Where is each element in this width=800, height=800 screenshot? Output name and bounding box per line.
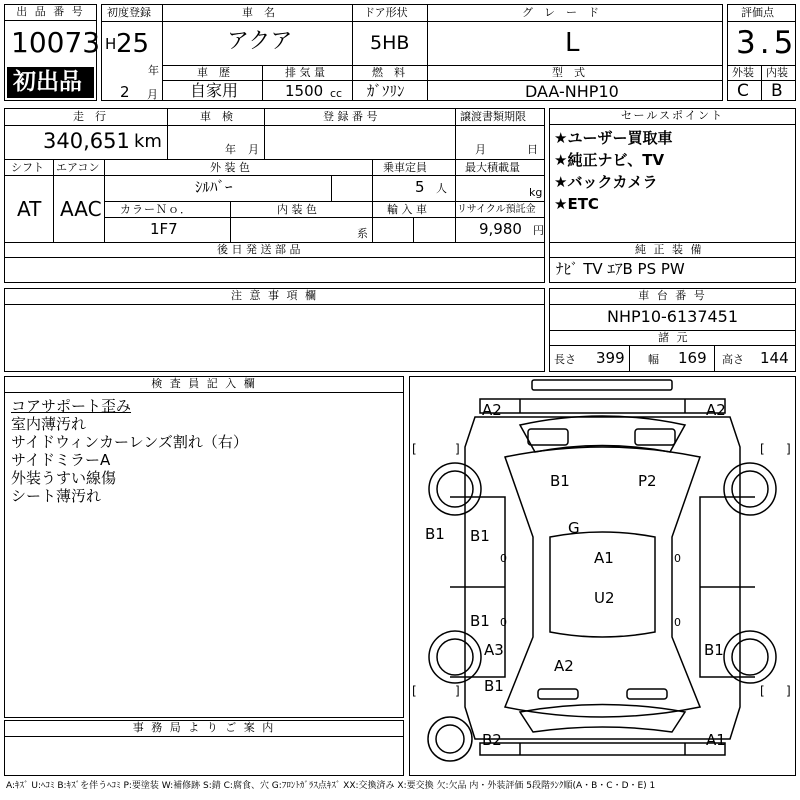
damage-mark: B1: [425, 525, 445, 543]
car-outline: [410, 377, 795, 775]
inspector-note-4: サイドミラーA: [11, 451, 111, 469]
score-box: [727, 4, 796, 101]
shift-label: シフト: [11, 161, 44, 174]
damage-mark: P2: [638, 472, 657, 490]
equipment: ﾅﾋﾞ TV ｴｱB PS PW: [556, 260, 685, 278]
interior-color-unit: 系: [357, 227, 368, 240]
bracket: [: [412, 442, 417, 456]
zero-mark: 0: [674, 552, 681, 565]
transfer-doc-label: 譲渡書類期限: [460, 110, 526, 123]
car-name: アクア: [227, 29, 293, 54]
bracket: ]: [455, 442, 460, 456]
inspection-year-unit: 年: [225, 143, 236, 156]
mileage-unit: km: [134, 131, 162, 152]
interior-color-label: 内 装 色: [277, 203, 317, 216]
inspection-month-unit: 月: [248, 143, 259, 156]
bracket: [: [412, 684, 417, 698]
transfer-month-unit: 月: [475, 143, 486, 156]
first-reg-label: 初度登録: [107, 6, 151, 19]
damage-mark: A2: [554, 657, 574, 675]
sales-point-4: ★ETC: [554, 195, 599, 213]
damage-mark: B1: [550, 472, 570, 490]
office-label: 事 務 局 よ り ご 案 内: [5, 721, 403, 737]
interior-grade: B: [771, 81, 783, 101]
sales-point-1: ★ユーザー買取車: [554, 129, 673, 147]
door-type: 5HB: [370, 32, 410, 54]
bracket: [: [760, 442, 765, 456]
transfer-day-unit: 日: [527, 143, 538, 156]
history: 自家用: [190, 81, 239, 100]
exterior-color: ｼﾙﾊﾞｰ: [195, 178, 233, 196]
recycle-fee: 9,980: [479, 220, 522, 238]
inspector-note-3: サイドウィンカーレンズ割れ（右）: [11, 433, 248, 451]
sales-points-box: [549, 108, 796, 283]
exterior-color-label: 外 装 色: [210, 161, 250, 174]
score: 3.5: [736, 25, 798, 61]
damage-mark: B1: [484, 677, 504, 695]
later-parts-label: 後 日 発 送 部 品: [217, 243, 301, 256]
year-unit: 年: [148, 64, 159, 77]
notes-label: 注 意 事 項 欄: [5, 289, 544, 305]
damage-mark: U2: [594, 589, 615, 607]
inspector-note-2: 室内薄汚れ: [11, 415, 87, 433]
zero-mark: 0: [674, 616, 681, 629]
damage-mark: A1: [594, 549, 614, 567]
interior-label: 内装: [766, 66, 788, 79]
legend: A:ｷｽﾞ U:ﾍｺﾐ B:ｷｽﾞを伴うﾍｺﾐ P:要塗装 W:補修跡 S:錆 C:腐食、穴 G:ﾌﾛﾝﾄｶﾞﾗｽ点ｷｽﾞ XX:交換済み X:要交換 欠:欠品 内・外装評価 5段階ﾗﾝｸ順(A・B・C・D・E) 1: [6, 781, 656, 791]
lot-number-label: 出 品 番 号: [5, 5, 96, 21]
era-label: H: [105, 35, 117, 53]
grade: L: [565, 28, 580, 58]
inspector-note-5: 外装うすい線傷: [11, 469, 117, 487]
aircon: AAC: [60, 197, 102, 221]
zero-mark: 0: [500, 552, 507, 565]
notes-box: [4, 288, 545, 372]
lot-number: 10073: [11, 26, 101, 59]
displacement-label: 排 気 量: [285, 66, 325, 79]
sales-points-label: セールスポイント: [550, 109, 795, 125]
height: 144: [760, 349, 789, 367]
reg-year: 25: [116, 29, 150, 59]
first-listing-badge: 初出品: [13, 69, 82, 95]
damage-mark: G: [568, 519, 580, 537]
color-no-label: カラーＮｏ．: [120, 203, 192, 216]
capacity-label: 乗車定員: [383, 161, 427, 174]
chassis-label: 車 台 番 号: [550, 289, 795, 305]
recycle-label: リサイクル預託金: [457, 204, 536, 215]
damage-mark: B1: [704, 641, 724, 659]
bracket: ]: [786, 684, 791, 698]
mileage-label: 走 行: [73, 110, 106, 123]
import-label: 輸 入 車: [387, 203, 427, 216]
sales-point-2: ★純正ナビ、TV: [554, 151, 665, 169]
office-box: [4, 720, 404, 776]
capacity-unit: 人: [436, 182, 447, 195]
damage-mark: B1: [470, 612, 490, 630]
model-label: 型 式: [552, 66, 585, 79]
car-name-label: 車 名: [242, 6, 275, 19]
chassis-number: NHP10-6137451: [607, 307, 739, 326]
height-label: 高さ: [722, 353, 744, 366]
displacement: 1500: [285, 82, 324, 100]
bracket: [: [760, 684, 765, 698]
zero-mark: 0: [500, 616, 507, 629]
width: 169: [678, 349, 707, 367]
car-diagram: [409, 376, 796, 776]
damage-mark: B2: [482, 731, 502, 749]
aircon-label: エアコン: [56, 161, 100, 174]
inspector-box: [4, 376, 404, 718]
lot-number-box: [4, 4, 101, 101]
mileage: 340,651: [43, 129, 130, 153]
max-load-unit: kg: [529, 186, 543, 199]
header-grid: [101, 4, 723, 101]
reg-month: 2: [120, 83, 130, 101]
inspection-label: 車 検: [200, 110, 233, 123]
exterior-label: 外装: [732, 66, 754, 79]
bracket: ]: [786, 442, 791, 456]
history-label: 車 歴: [197, 66, 230, 79]
recycle-unit: 円: [533, 224, 544, 237]
length-label: 長さ: [554, 353, 576, 366]
chassis-box: [549, 288, 796, 372]
reg-number-label: 登 録 番 号: [323, 110, 378, 123]
fuel-label: 燃 料: [372, 66, 405, 79]
spec-label: 諸 元: [658, 331, 690, 344]
displacement-unit: cc: [330, 87, 343, 100]
damage-mark: A3: [484, 641, 504, 659]
shift: AT: [17, 197, 42, 221]
width-label: 幅: [648, 353, 659, 366]
sales-point-3: ★バックカメラ: [554, 173, 658, 191]
month-unit: 月: [147, 88, 158, 101]
inspector-note-6: シート薄汚れ: [11, 487, 102, 505]
damage-mark: B1: [470, 527, 490, 545]
damage-mark: A1: [706, 731, 726, 749]
door-label: ドア形状: [364, 6, 408, 19]
grade-label: グ レ ー ド: [522, 6, 599, 19]
bracket: ]: [455, 684, 460, 698]
details-grid: [4, 108, 545, 283]
inspector-label: 検 査 員 記 入 欄: [5, 377, 403, 393]
max-load-label: 最大積載量: [465, 161, 520, 174]
exterior-grade: C: [737, 81, 749, 101]
damage-mark: A2: [706, 401, 726, 419]
inspector-note-1: コアサポート歪み: [11, 397, 132, 415]
capacity: 5: [415, 178, 425, 196]
color-no: 1F7: [150, 220, 178, 238]
model: DAA-NHP10: [525, 82, 619, 101]
equipment-label: 純 正 装 備: [635, 243, 704, 256]
damage-mark: A2: [482, 401, 502, 419]
length: 399: [596, 349, 625, 367]
fuel: ｶﾞｿﾘﾝ: [367, 82, 405, 100]
score-label: 評価点: [741, 6, 774, 19]
